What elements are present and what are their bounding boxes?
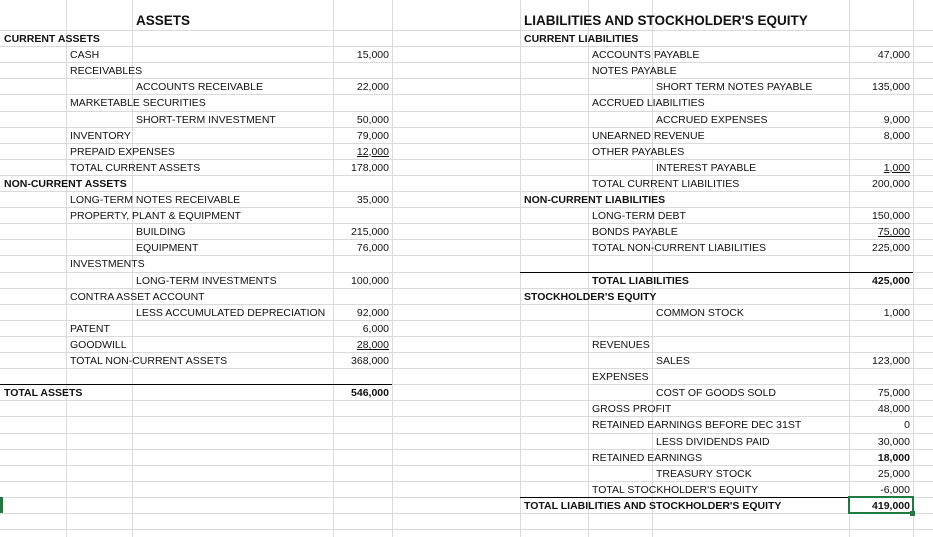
cell-total-current-assets-val[interactable]: 178,000 [351, 161, 389, 174]
cell-total-non-current-assets-val[interactable]: 368,000 [351, 355, 389, 367]
cell-gross-profit[interactable]: GROSS PROFIT [592, 403, 672, 416]
cell-interest-payable-val[interactable]: 1,000 [883, 161, 910, 174]
cell-gross-profit-val[interactable]: 48,000 [877, 403, 910, 416]
cell-cogs-val[interactable]: 75,000 [877, 387, 910, 400]
cell-common-stock[interactable]: COMMON STOCK [656, 306, 744, 319]
cell-accrued-expenses-val[interactable]: 9,000 [883, 113, 910, 126]
cell-total-liabilities-val[interactable]: 425,000 [872, 274, 910, 287]
cell-lt-notes-receivable-val[interactable]: 35,000 [356, 194, 389, 206]
column-gridline [588, 0, 589, 537]
row-gridline [0, 465, 933, 466]
cell-building[interactable]: BUILDING [136, 226, 186, 239]
column-gridline [392, 0, 393, 537]
cell-goodwill-val[interactable]: 28,000 [356, 338, 389, 351]
cell-interest-payable[interactable]: INTEREST PAYABLE [656, 161, 757, 174]
cell-lt-debt[interactable]: LONG-TERM DEBT [592, 210, 686, 223]
column-gridline [520, 0, 521, 537]
cell-re-before-val[interactable]: 0 [904, 419, 910, 432]
cell-lt-investments-val[interactable]: 100,000 [351, 274, 389, 287]
cell-lt-notes-receivable[interactable]: LONG-TERM NOTES RECEIVABLE [70, 194, 241, 206]
cell-patent[interactable]: PATENT [70, 322, 110, 335]
cell-retained-earnings-val[interactable]: 18,000 [877, 451, 910, 464]
row-gridline [0, 481, 933, 482]
cell-accounts-payable[interactable]: ACCOUNTS PAYABLE [592, 49, 700, 62]
cell-total-current-liabilities-val[interactable]: 200,000 [872, 177, 910, 190]
cell-stockholders-equity[interactable]: STOCKHOLDER'S EQUITY [524, 290, 657, 303]
row-selection-indicator [0, 497, 3, 513]
cell-accrued-expenses[interactable]: ACCRUED EXPENSES [656, 113, 768, 126]
cell-prepaid-expenses[interactable]: PREPAID EXPENSES [70, 145, 175, 158]
cell-unearned-revenue-val[interactable]: 8,000 [883, 129, 910, 142]
row-gridline [0, 529, 933, 530]
cell-total-current-liabilities[interactable]: TOTAL CURRENT LIABILITIES [592, 177, 740, 190]
cell-treasury-stock-val[interactable]: 25,000 [877, 467, 910, 480]
row-gridline [0, 46, 933, 47]
column-gridline [913, 0, 914, 537]
cell-top-border [520, 272, 588, 273]
cell-total-non-current-liabilities-val[interactable]: 225,000 [872, 242, 910, 255]
cell-total-non-current-assets[interactable]: TOTAL NON-CURRENT ASSETS [70, 355, 228, 367]
cell-revenues[interactable]: REVENUES [592, 338, 650, 351]
cell-cogs[interactable]: COST OF GOODS SOLD [656, 387, 776, 400]
active-cell-outline [848, 496, 914, 514]
cell-total-se[interactable]: TOTAL STOCKHOLDER'S EQUITY [592, 483, 759, 496]
cell-bonds-payable-val[interactable]: 75,000 [877, 226, 910, 239]
cell-common-stock-val[interactable]: 1,000 [883, 306, 910, 319]
cell-accrued-liabilities[interactable]: ACCRUED LIABILITIES [592, 97, 705, 110]
cell-total-current-assets[interactable]: TOTAL CURRENT ASSETS [70, 161, 201, 174]
cell-investments[interactable]: INVESTMENTS [70, 258, 145, 271]
cell-assets-heading[interactable]: ASSETS [136, 13, 191, 28]
cell-st-notes-payable[interactable]: SHORT TERM NOTES PAYABLE [656, 81, 813, 94]
cell-cash-val[interactable]: 15,000 [356, 49, 389, 62]
cell-lt-debt-val[interactable]: 150,000 [872, 210, 910, 223]
cell-total-assets-val[interactable]: 546,000 [351, 387, 389, 400]
cell-unearned-revenue[interactable]: UNEARNED REVENUE [592, 129, 705, 142]
cell-total-liab-se-val[interactable]: 419,000 [872, 499, 910, 512]
row-gridline [0, 400, 933, 401]
cell-building-val[interactable]: 215,000 [351, 226, 389, 239]
cell-st-notes-payable-val[interactable]: 135,000 [872, 81, 910, 94]
cell-goodwill[interactable]: GOODWILL [70, 338, 127, 351]
cell-non-current-liabilities[interactable]: NON-CURRENT LIABILITIES [524, 194, 666, 206]
cell-total-liabilities[interactable]: TOTAL LIABILITIES [592, 274, 689, 287]
cell-treasury-stock[interactable]: TREASURY STOCK [656, 467, 752, 480]
cell-other-payables[interactable]: OTHER PAYABLES [592, 145, 685, 158]
cell-contra-asset[interactable]: CONTRA ASSET ACCOUNT [70, 290, 205, 303]
cell-bonds-payable[interactable]: BONDS PAYABLE [592, 226, 678, 239]
cell-total-non-current-liabilities[interactable]: TOTAL NON-CURRENT LIABILITIES [592, 242, 767, 255]
fill-handle[interactable] [910, 511, 915, 516]
row-gridline [0, 449, 933, 450]
cell-accounts-payable-val[interactable]: 47,000 [877, 49, 910, 62]
cell-short-term-investment[interactable]: SHORT-TERM INVESTMENT [136, 113, 276, 126]
cell-total-assets[interactable]: TOTAL ASSETS [4, 387, 83, 400]
cell-inventory[interactable]: INVENTORY [70, 129, 131, 142]
cell-current-liabilities[interactable]: CURRENT LIABILITIES [524, 33, 639, 45]
cell-cash[interactable]: CASH [70, 49, 100, 62]
cell-accounts-receivable[interactable]: ACCOUNTS RECEIVABLE [136, 81, 263, 94]
cell-marketable-securities[interactable]: MARKETABLE SECURITIES [70, 97, 206, 110]
cell-less-accum-dep[interactable]: LESS ACCUMULATED DEPRECIATION [136, 306, 326, 319]
cell-lt-investments[interactable]: LONG-TERM INVESTMENTS [136, 274, 277, 287]
cell-prepaid-expenses-val[interactable]: 12,000 [356, 145, 389, 158]
cell-less-accum-dep-val[interactable]: 92,000 [356, 306, 389, 319]
cell-notes-payable[interactable]: NOTES PAYABLE [592, 65, 677, 78]
column-gridline [66, 0, 67, 537]
cell-short-term-investment-val[interactable]: 50,000 [356, 113, 389, 126]
cell-sales[interactable]: SALES [656, 355, 690, 367]
cell-sales-val[interactable]: 123,000 [872, 355, 910, 367]
cell-retained-earnings[interactable]: RETAINED EARNINGS [592, 451, 703, 464]
row-gridline [0, 336, 933, 337]
cell-total-se-val[interactable]: -6,000 [880, 483, 910, 496]
cell-ppe[interactable]: PROPERTY, PLANT & EQUIPMENT [70, 210, 241, 223]
cell-accounts-receivable-val[interactable]: 22,000 [356, 81, 389, 94]
cell-receivables[interactable]: RECEIVABLES [70, 65, 143, 78]
cell-less-dividends-val[interactable]: 30,000 [877, 435, 910, 448]
row-gridline [0, 513, 933, 514]
cell-patent-val[interactable]: 6,000 [362, 322, 389, 335]
cell-expenses[interactable]: EXPENSES [592, 371, 649, 384]
cell-less-dividends[interactable]: LESS DIVIDENDS PAID [656, 435, 770, 448]
cell-total-liab-se[interactable]: TOTAL LIABILITIES AND STOCKHOLDER'S EQUITY [524, 499, 782, 512]
cell-inventory-val[interactable]: 79,000 [356, 129, 389, 142]
cell-current-assets[interactable]: CURRENT ASSETS [4, 33, 100, 45]
cell-equipment-val[interactable]: 76,000 [356, 242, 389, 255]
cell-non-current-assets[interactable]: NON-CURRENT ASSETS [4, 177, 127, 190]
cell-liab-heading[interactable]: LIABILITIES AND STOCKHOLDER'S EQUITY [524, 13, 808, 28]
cell-re-before[interactable]: RETAINED EARNINGS BEFORE DEC 31ST [592, 419, 802, 432]
cell-top-border [132, 384, 333, 385]
cell-equipment[interactable]: EQUIPMENT [136, 242, 199, 255]
